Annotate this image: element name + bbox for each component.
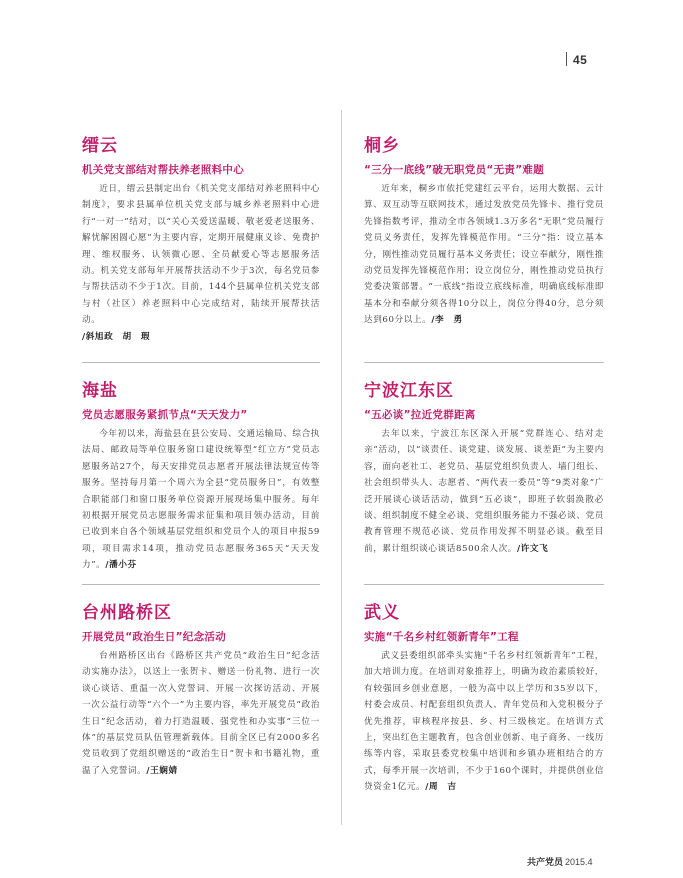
article-region: 海盐: [82, 381, 118, 401]
article-headline: 机关党支部结对帮扶养老照料中心: [82, 164, 244, 176]
article-body-text: 近日，缙云县制定出台《机关党支部结对养老照料中心制度》，要求县属单位机关党支部与城乡养老照料中心进行“一对一”结对，以“关心关爱送温暖、敬老爱老送服务、解忧解困圆心愿”为主要内容，定期开展健康义诊、免费护理、维权服务、认领微心愿、全员献爱心等志愿服务活动。机关党支部每年开展帮扶活动不少于3次，每名党员参与帮扶活动不少于1次。目前，144个县属单位机关党支部与村（社区）养老照料中心完成结对，陆续开展帮扶活动。: [82, 184, 320, 326]
magazine-logo: 共产党员: [527, 858, 564, 868]
magazine-issue: 2015.4: [565, 857, 593, 867]
article-region: 武义: [364, 603, 400, 623]
article-headline: “五必谈”拉近党群距离: [364, 409, 476, 421]
page-number: [566, 52, 587, 67]
article-body-text: 去年以来，宁波江东区深入开展“党群连心、结对走亲”活动，以“谈责任、谈党建、谈发展、谈差距”为主要内容，面向老社工、老党员、基层党组织负责人、墙门组长、社会组织带头人、志愿者、“两代表一委员”等“9类对象”广泛开展谈心谈话活动，做到“五必谈”，即班子软弱涣散必谈、组织制度不健全必谈、党组织服务能力不强必谈、党员教育管理不规范必谈、党员作用发挥不明显必谈。截至目前，累计组织谈心谈话8500余人次。: [364, 429, 604, 554]
article-body: [82, 648, 320, 779]
article-separator: [364, 362, 604, 363]
article-separator: [82, 584, 320, 585]
article-headline: 党员志愿服务紧抓节点“天天发力”: [82, 409, 248, 421]
article-region: 宁波江东区: [364, 381, 454, 401]
article-body: [82, 181, 320, 345]
article-author: /周 吉: [425, 782, 457, 793]
article-author: /许文飞: [516, 543, 549, 554]
article-body-text: 今年初以来，海盐县在县公安局、交通运输局、综合执法局、邮政局等单位服务窗口建设统筹型“红立方”党员志愿服务站27个，每天安排党员志愿者开展法律法规宣传等服务。坚持每月第一个周六为全县“党员服务日”，有效整合职能部门和窗口服务单位资源开展现场集中服务。每年初根据开展党员志愿服务需求征集和项目领办活动，目前已收到来自各个领域基层党组织和党员个人的项目申报59项，项目需求14项，推动党员志愿服务365天“天天发力”。: [82, 429, 320, 571]
article-body-text: 台州路桥区出台《路桥区共产党员“政治生日”纪念活动实施办法》，以送上一张贺卡、赠送一份礼物、进行一次谈心谈话、重温一次入党誓词、开展一次探访活动、开展一次公益行动等“六个一”为主要内容，率先开展党员“政治生日”纪念活动，着力打造温暖、强党性和办实事“三位一体”的基层党员队伍管理新载体。目前全区已有2000多名党员收到了党组织赠送的“政治生日”贺卡和书籍礼物，重温了入党誓词。: [82, 651, 320, 776]
article-jiangdong: [364, 380, 604, 557]
article-body: [364, 426, 604, 557]
article-author: /李 勇: [431, 315, 463, 326]
article-author: /王娴婧: [146, 765, 178, 776]
article-author: /斜旭政 胡 瑕: [82, 331, 151, 342]
article-body: [364, 181, 604, 329]
article-region: 台州路桥区: [82, 603, 172, 623]
article-body-text: 武义县委组织部牵头实施“千名乡村红领新青年”工程，加大培训力度。在培训对象推荐上，明确为政治素质较好，有较强回乡创业意愿，一般为高中以上学历和35岁以下，村委会成员、村配套组织负责人、青年党员和入党积极分子优先推荐，审核程序按县、乡、村三级核定。在培训方式上，突出红色主题教育，包含创业创新、电子商务、一线历练等内容，采取县委党校集中培训和乡镇办班相结合的方式，每季开展一次培训，不少于160个课时，并提供创业信贷资金1亿元。: [364, 651, 604, 793]
article-separator: [82, 362, 320, 363]
article-wuyi: [364, 602, 604, 796]
magazine-footer: [527, 855, 593, 868]
article-luqiao: [82, 602, 320, 779]
article-haiyan: [82, 380, 320, 574]
page-number-divider: [566, 52, 567, 66]
article-separator: [364, 584, 604, 585]
article-author: /潘小芬: [105, 560, 137, 571]
article-body: [82, 426, 320, 574]
article-headline: 开展党员“政治生日”纪念活动: [82, 631, 227, 643]
article-body-text: 近年来，桐乡市依托党建红云平台，运用大数据、云计算、双互动等互联网技术，通过发放党员先锋卡、推行党员先锋指数考评，推动全市各领域1.3万多名“无职”党员履行党员义务责任，发挥先锋模范作用。“三分”指：设立基本分，刚性推动党员履行基本义务责任；设立奉献分，刚性推动党员发挥先锋模范作用；设立岗位分，刚性推动党员执行党委决策部署。“一底线”指设立底线标准，明确底线标准即基本分和奉献分须各得10分以上，岗位分得40分，总分须达到60分以上。: [364, 184, 604, 326]
article-headline: 实施“千名乡村红领新青年”工程: [364, 631, 519, 643]
page-number-text: 45: [573, 53, 588, 67]
article-region: 桐乡: [364, 136, 400, 156]
article-headline: “三分一底线”破无职党员“无责”难题: [364, 164, 545, 176]
article-body: [364, 648, 604, 796]
column-divider: [341, 110, 342, 825]
article-tongxiang: [364, 135, 604, 329]
article-region: 缙云: [82, 136, 118, 156]
article-jinyun: [82, 135, 320, 345]
